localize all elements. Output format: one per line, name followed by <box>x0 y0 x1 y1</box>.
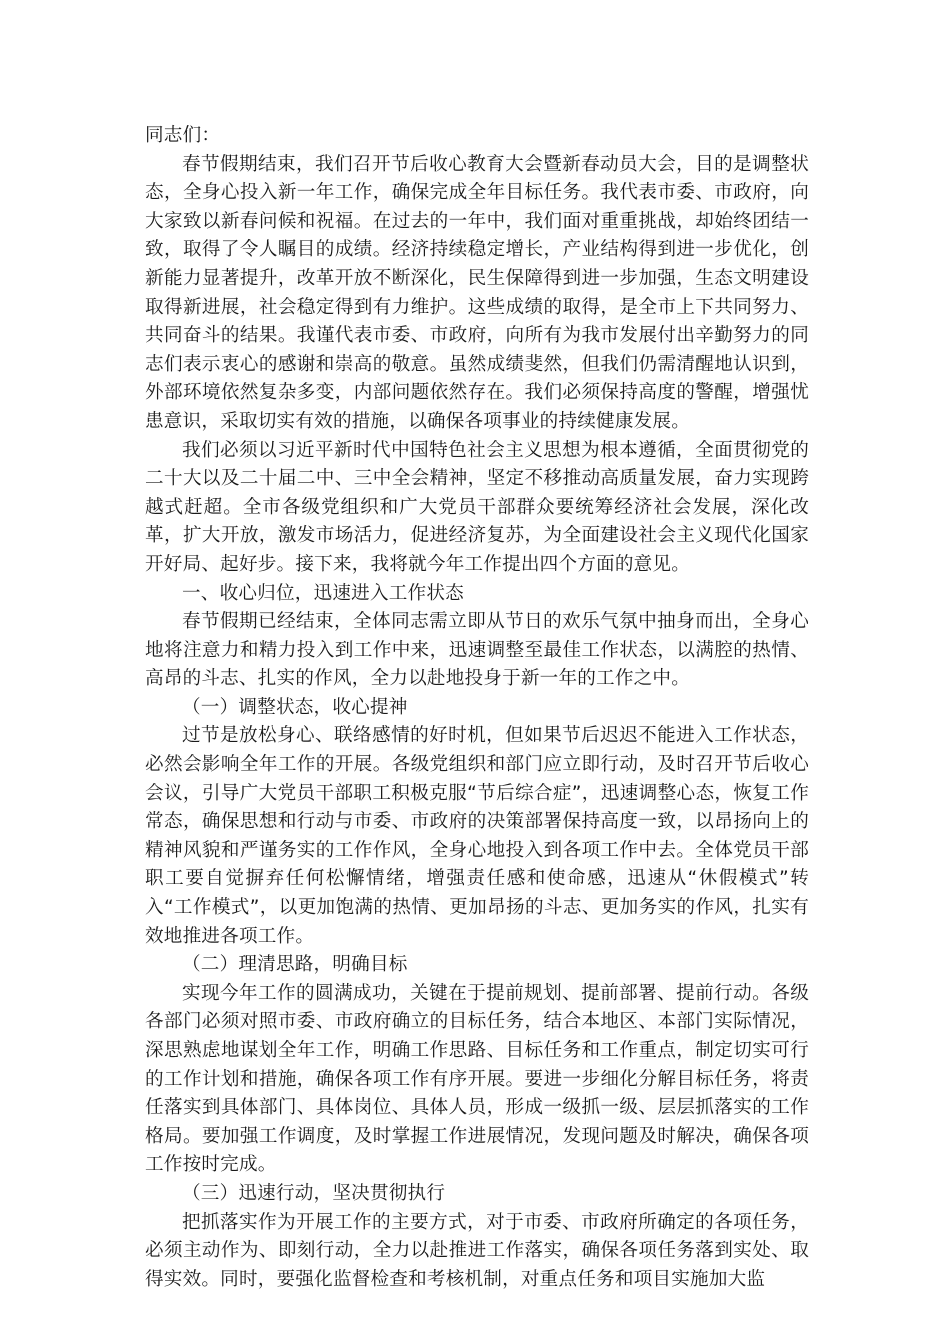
subheading-1-3: （三）迅速行动，坚决贯彻执行 <box>182 1182 446 1204</box>
paragraph-1-2: 实现今年工作的圆满成功，关键在于提前规划、提前部署、提前行动。各级各部门必须对照市委、市政府确立的目标任务，结合本地区、本部门实际情况，深思熟虑地谋划全年工作，明确工作思路、目标任务和工作重点，制定切实可行的工作计划和措施，确保各项工作有序开展。要进一步细化分解目标任务，将责任落实到具体部门、具体岗位、具体人员，形成一级抓一级、层层抓落实的工作格局。要加强工作调度，及时掌握工作进展情况，发现问题及时解决，确保各项工作按时完成。 <box>145 982 809 1176</box>
paragraph-guiding-principles: 我们必须以习近平新时代中国特色社会主义思想为根本遵循，全面贯彻党的二十大以及二十届二中、三中全会精神，坚定不移推动高质量发展，奋力实现跨越式赶超。全市各级党组织和广大党员干部群众要统筹经济社会发展，深化改革，扩大开放，激发市场活力，促进经济复苏，为全面建设社会主义现代化国家开好局、起好步。接下来，我将就今年工作提出四个方面的意见。 <box>145 439 809 575</box>
document-body <box>145 122 809 1294</box>
section-heading-1: 一、收心归位，迅速进入工作状态 <box>182 582 464 604</box>
salutation: 同志们： <box>145 125 221 146</box>
paragraph-1-1: 过节是放松身心、联络感情的好时机，但如果节后迟迟不能进入工作状态，必然会影响全年工作的开展。各级党组织和部门应立即行动，及时召开节后收心会议，引导广大党员干部职工积极克服“节后综合症”，迅速调整心态，恢复工作常态，确保思想和行动与市委、市政府的决策部署保持高度一致，以昂扬向上的精神风貌和严谨务实的工作作风，全身心地投入到各项工作中去。全体党员干部职工要自觉摒弃任何松懈情绪，增强责任感和使命感，迅速从“休假模式”转入“工作模式”，以更加饱满的热情、更加昂扬的斗志、更加务实的作风，扎实有效地推进各项工作。 <box>145 725 809 947</box>
paragraph-section-1-intro: 春节假期已经结束，全体同志需立即从节日的欢乐气氛中抽身而出，全身心地将注意力和精力投入到工作中来，迅速调整至最佳工作状态，以满腔的热情、高昂的斗志、扎实的作风，全力以赴地投身于新一年的工作之中。 <box>145 611 809 690</box>
subheading-1-2: （二）理清思路，明确目标 <box>182 954 408 976</box>
paragraph-opening: 春节假期结束，我们召开节后收心教育大会暨新春动员大会，目的是调整状态，全身心投入新一年工作，确保完成全年目标任务。我代表市委、市政府，向大家致以新春问候和祝福。在过去的一年中，我们面对重重挑战，却始终团结一致，取得了令人瞩目的成绩。经济持续稳定增长，产业结构得到进一步优化，创新能力显著提升，改革开放不断深化，民生保障得到进一步加强，生态文明建设取得新进展，社会稳定得到有力维护。这些成绩的取得，是全市上下共同努力、共同奋斗的结果。我谨代表市委、市政府，向所有为我市发展付出辛勤努力的同志们表示衷心的感谢和崇高的敬意。虽然成绩斐然，但我们仍需清醒地认识到，外部环境依然复杂多变，内部问题依然存在。我们必须保持高度的警醒，增强忧患意识，采取切实有效的措施，以确保各项事业的持续健康发展。 <box>145 153 809 432</box>
paragraph-1-3: 把抓落实作为开展工作的主要方式，对于市委、市政府所确定的各项任务，必须主动作为、即刻行动，全力以赴推进工作落实，确保各项任务落到实处、取得实效。同时，要强化监督检查和考核机制，对重点任务和项目实施加大监 <box>145 1211 809 1290</box>
subheading-1-1: （一）调整状态，收心提神 <box>182 696 408 718</box>
